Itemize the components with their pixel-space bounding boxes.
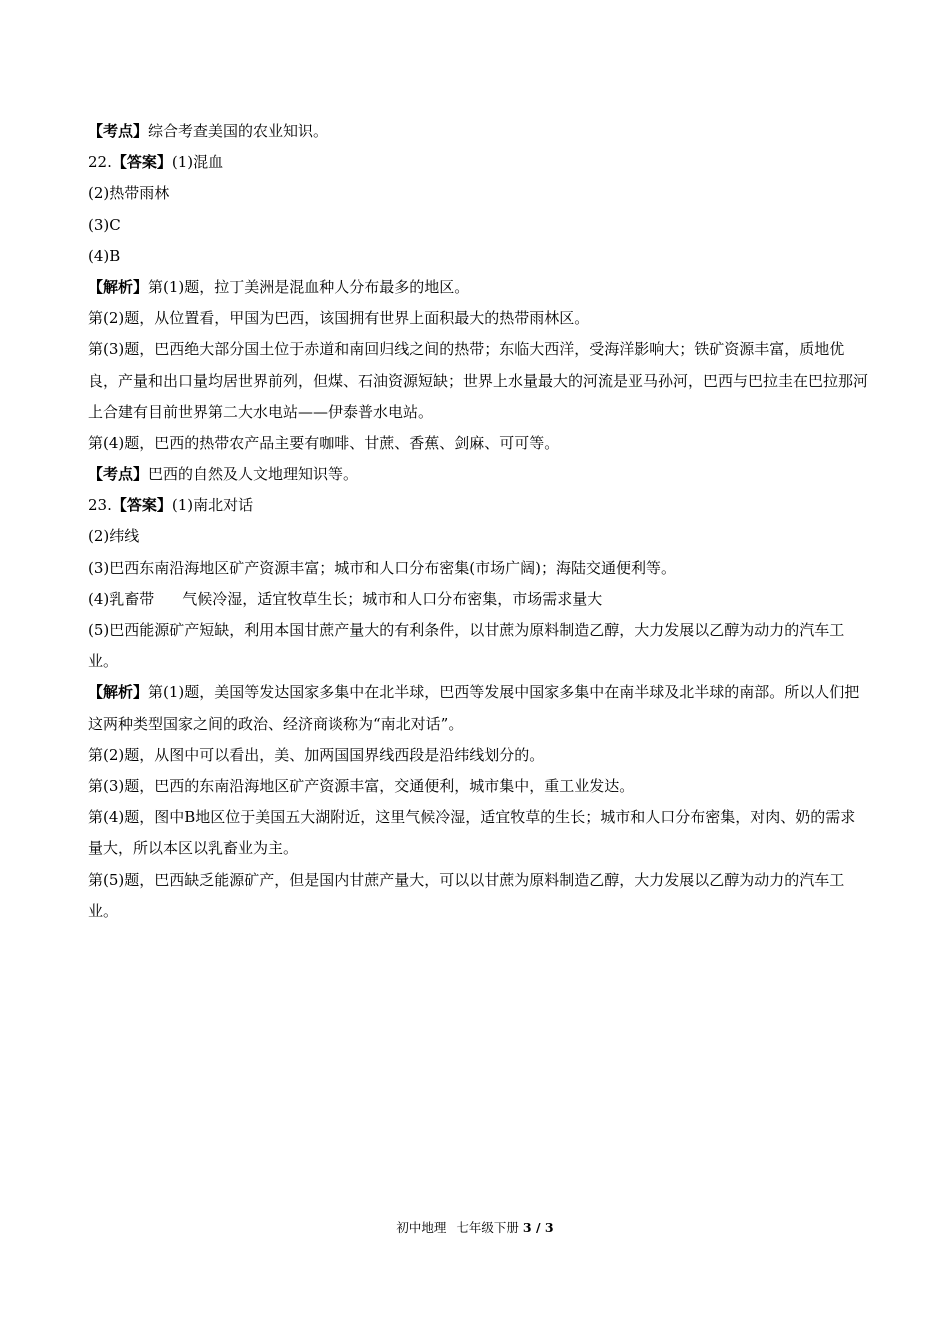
analysis-paragraph: 第(3)题，巴西绝大部分国土位于赤道和南回归线之间的热带；东临大西洋，受海洋影响大；铁矿资源丰富，质地优良，产量和出口量均居世界前列，但煤、石油资源短缺；世界上水量最大的河流是亚马孙河，巴西与巴拉圭在巴拉那河上合建有目前世界第二大水电站——伊泰普水电站。 [88,340,869,421]
answer-text: (3)C [88,215,121,234]
analysis-paragraph: 第(5)题，巴西缺乏能源矿产，但是国内甘蔗产量大，可以以甘蔗为原料制造乙醇，大力发展以乙醇为动力的汽车工业。 [88,870,845,920]
analysis-text: 第(1)题，拉丁美洲是混血种人分布最多的地区。 [148,277,470,296]
kaodian-tag: 【考点】 [88,122,149,140]
kaodian-line-22 [88,459,870,490]
answer-text: 气候冷湿，适宜牧草生长；城市和人口分布密集，市场需求量大 [182,589,603,608]
answer-text: (3)巴西东南沿海地区矿产资源丰富；城市和人口分布密集(市场广阔)；海陆交通便利等。 [88,558,676,577]
analysis-tag: 【解析】 [88,683,149,702]
answer-tag: 【答案】 [111,153,172,172]
question-number: 22. [88,153,112,172]
analysis-text: 第(3)题，巴西的东南沿海地区矿产资源丰富，交通便利，城市集中，重工业发达。 [88,777,635,796]
answer-header-23 [88,490,870,521]
analysis-paragraph: 第(4)题，图中B地区位于美国五大湖附近，这里气候冷湿，适宜牧草的生长；城市和人口分布密集，对肉、奶的需求量大，所以本区以乳畜业为主。 [88,808,856,858]
answer-line [88,241,870,272]
footer-subject: 初中地理 [396,1220,447,1235]
analysis-line [88,771,870,802]
answer-line [88,521,870,552]
answer-text: (2)纬线 [88,527,140,546]
analysis-line [88,428,870,459]
answer-text: (2)热带雨林 [88,184,170,203]
analysis-text: 第(1)题，美国等发达国家多集中在北半球，巴西等发展中国家多集中在南半球及北半球的南部。所以人们把这两种类型国家之间的政治、经济商谈称为“南北对话”。 [88,683,860,733]
kaodian-tag: 【考点】 [88,465,149,484]
analysis-paragraph [88,677,870,739]
analysis-tag: 【解析】 [88,277,149,296]
footer-grade: 七年级下册 [456,1220,519,1235]
answer-tag: 【答案】 [111,496,172,515]
analysis-header-22 [88,272,870,303]
kaodian-line-21 [88,116,870,147]
answer-paragraph: (5)巴西能源矿产短缺，利用本国甘蔗产量大的有利条件，以甘蔗为原料制造乙醇，大力发展以乙醇为动力的汽车工业。 [88,621,845,671]
analysis-line [88,740,870,771]
answer-text: (1)南北对话 [171,496,254,515]
answer-line [88,584,870,615]
document-body [88,116,870,927]
analysis-text: 第(2)题，从图中可以看出，美、加两国国界线西段是沿纬线划分的。 [88,745,545,764]
answer-header-22 [88,147,870,178]
answer-line [88,553,870,584]
answer-text: (4)B [88,246,121,265]
answer-line [88,210,870,241]
kaodian-text: 巴西的自然及人文地理知识等。 [148,465,359,484]
footer-page-number: 3 / 3 [522,1220,554,1235]
answer-text: (4)乳畜带 [88,589,155,608]
analysis-line [88,303,870,334]
analysis-text: 第(2)题，从位置看，甲国为巴西，该国拥有世界上面积最大的热带雨林区。 [88,309,590,328]
answer-text: (1)混血 [171,153,224,172]
question-number: 23. [88,496,112,515]
page-footer [0,1218,950,1238]
answer-line [88,178,870,209]
analysis-text: 第(4)题，巴西的热带农产品主要有咖啡、甘蔗、香蕉、剑麻、可可等。 [88,433,560,452]
kaodian-text: 综合考查美国的农业知识。 [148,122,329,140]
